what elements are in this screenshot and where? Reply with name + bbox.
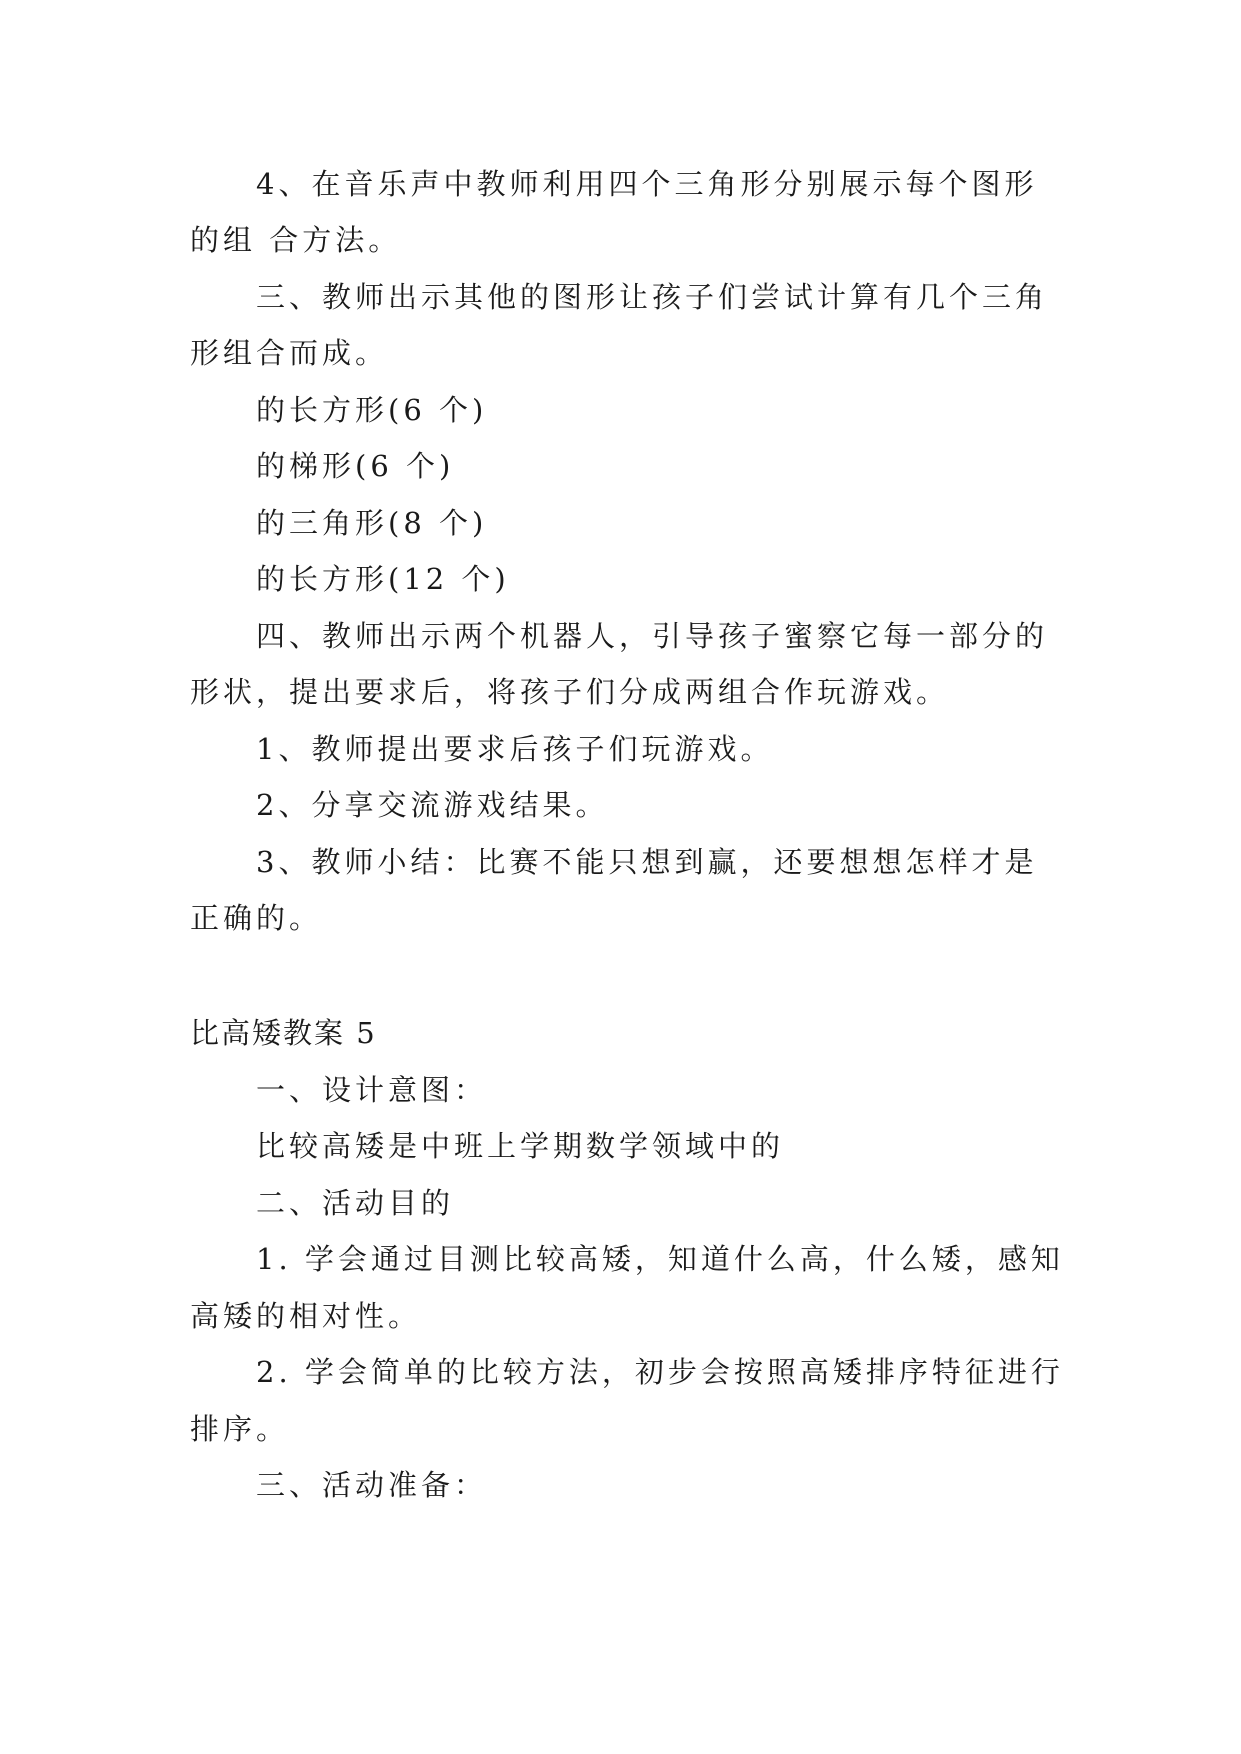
- heading-design: 一、设计意图：: [256, 1073, 488, 1107]
- paragraph-goal1-line2: 高矮的相对性。: [190, 1299, 422, 1333]
- paragraph-design: 比较高矮是中班上学期数学领域中的: [256, 1129, 785, 1163]
- paragraph-part3-line2: 形组合而成。: [190, 336, 389, 370]
- paragraph-goal2-line2: 排序。: [190, 1412, 290, 1446]
- paragraph-part4-line1: 四、教师出示两个机器人，引导孩子蜜察它每一部分的: [256, 619, 1049, 653]
- paragraph-part3-line1: 三、教师出示其他的图形让孩子们尝试计算有几个三角: [256, 280, 1049, 314]
- heading-preparation: 三、活动准备：: [256, 1468, 488, 1502]
- paragraph-goal1-line1: 1. 学会通过目测比较高矮，知道什么高，什么矮，感知: [256, 1242, 1064, 1276]
- paragraph-item4-line2: 的组 合方法。: [190, 223, 402, 257]
- section-title: 比高矮教案 5: [190, 1016, 377, 1050]
- list-item-step2: 2、分享交流游戏结果。: [256, 788, 609, 822]
- paragraph-step3-line2: 正确的。: [190, 901, 323, 935]
- paragraph-step3-line1: 3、教师小结：比赛不能只想到赢，还要想想怎样才是: [256, 845, 1038, 879]
- paragraph-goal2-line1: 2. 学会简单的比较方法，初步会按照高矮排序特征进行: [256, 1355, 1064, 1389]
- list-item-shape4: 的长方形(12 个): [256, 562, 510, 596]
- paragraph-part4-line2: 形状，提出要求后，将孩子们分成两组合作玩游戏。: [190, 675, 950, 709]
- list-item-step1: 1、教师提出要求后孩子们玩游戏。: [256, 732, 774, 766]
- heading-goals: 二、活动目的: [256, 1186, 455, 1220]
- paragraph-item4-line1: 4、在音乐声中教师利用四个三角形分别展示每个图形: [256, 167, 1038, 201]
- list-item-shape2: 的梯形(6 个): [256, 449, 455, 483]
- list-item-shape3: 的三角形(8 个): [256, 506, 488, 540]
- list-item-shape1: 的长方形(6 个): [256, 393, 488, 427]
